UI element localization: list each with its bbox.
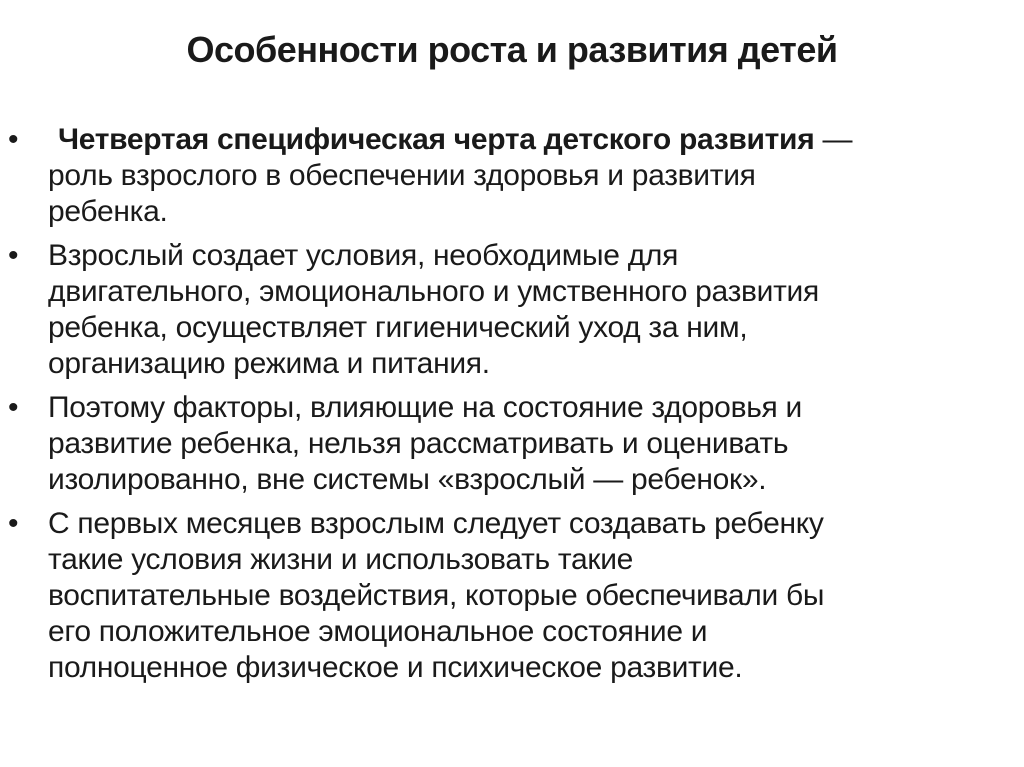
bullet-item bbox=[0, 390, 1024, 498]
bullet-item bbox=[0, 122, 1024, 230]
bullet-line: ребенка. bbox=[48, 195, 168, 228]
bullet-line: Взрослый создает условия, необходимые для bbox=[48, 239, 679, 272]
bullet-marker: • bbox=[8, 507, 19, 540]
bullet-line: организацию режима и питания. bbox=[48, 347, 490, 380]
bullet-line: роль взрослого в обеспечении здоровья и развития bbox=[48, 159, 756, 192]
bullet-line: полноценное физическое и психическое развитие. bbox=[48, 651, 743, 684]
bullet-lead-rest: — bbox=[814, 123, 853, 156]
slide-title: Особенности роста и развития детей bbox=[186, 29, 838, 70]
bullet-marker: • bbox=[8, 123, 19, 156]
bullet-marker: • bbox=[8, 239, 19, 272]
bullet-line: С первых месяцев взрослым следует создавать ребенку bbox=[48, 507, 824, 540]
bullet-line: Поэтому факторы, влияющие на состояние здоровья и bbox=[48, 391, 802, 424]
bullet-line: двигательного, эмоционального и умственного развития bbox=[48, 275, 819, 308]
bullet-line: его положительное эмоциональное состояние и bbox=[48, 615, 708, 648]
bullet-item bbox=[0, 238, 1024, 382]
bullet-line: ребенка, осуществляет гигиенический уход за ним, bbox=[48, 311, 748, 344]
bullet-list bbox=[0, 122, 1024, 694]
bullet-line: развитие ребенка, нельзя рассматривать и оценивать bbox=[48, 427, 789, 460]
bullet-item bbox=[0, 506, 1024, 686]
bullet-line: такие условия жизни и использовать такие bbox=[48, 543, 634, 576]
bullet-lead-bold: Четвертая специфическая черта детского развития bbox=[58, 123, 815, 156]
bullet-line bbox=[48, 122, 994, 158]
bullet-line: изолированно, вне системы «взрослый — ребенок». bbox=[48, 463, 767, 496]
bullet-marker: • bbox=[8, 391, 19, 424]
bullet-line: воспитательные воздействия, которые обеспечивали бы bbox=[48, 579, 825, 612]
